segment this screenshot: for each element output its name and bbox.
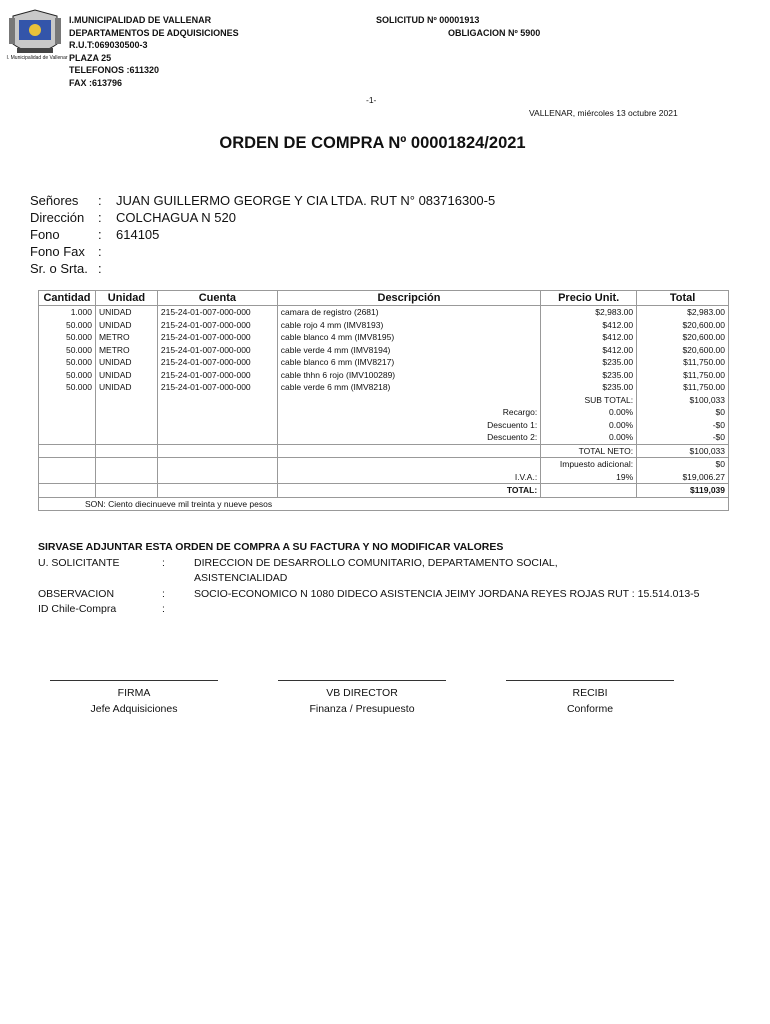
signature-subtitle: Jefe Adquisiciones	[90, 703, 178, 715]
cell-descripcion: cable rojo 4 mm (IMV8193)	[277, 319, 540, 332]
amount-in-words: SON: Ciento diecinueve mil treinta y nueve pesos	[39, 497, 729, 511]
page-title: ORDEN DE COMPRA Nº 00001824/2021	[219, 134, 526, 152]
phone-label: Fono	[30, 227, 60, 242]
address-row	[30, 209, 495, 226]
cell-precio: $235.00	[541, 356, 637, 369]
supplier-block	[30, 192, 495, 277]
signature-subtitle: Conforme	[566, 703, 614, 715]
table-row	[39, 344, 729, 357]
solicitante-row-cont	[38, 571, 700, 587]
cell-unidad: UNIDAD	[95, 319, 157, 332]
contact-row	[30, 260, 495, 277]
org-department: DEPARTAMENTOS DE ADQUISICIONES	[69, 27, 239, 38]
phone-row	[30, 226, 495, 243]
signature-vb-director	[278, 680, 446, 717]
neto-label: TOTAL NETO:	[541, 444, 637, 458]
org-phone: TELEFONOS :611320	[69, 65, 160, 75]
signature-recibi	[506, 680, 674, 717]
obligacion-number: OBLIGACION Nº 5900	[448, 28, 541, 38]
org-header	[69, 14, 239, 89]
recargo-label: Recargo:	[277, 406, 540, 419]
table-row	[39, 331, 729, 344]
idchile-label: ID Chile-Compra	[38, 603, 117, 615]
cell-cantidad: 50.000	[39, 344, 96, 357]
total-value: $119,039	[637, 484, 729, 498]
impuesto-label: Impuesto adicional:	[541, 458, 637, 471]
descuento1-value: -$0	[637, 419, 729, 432]
signature-subtitle: Finanza / Presupuesto	[309, 703, 415, 715]
colon: :	[98, 261, 102, 276]
signature-title: VB DIRECTOR	[326, 687, 398, 699]
fax-row	[30, 243, 495, 260]
cell-unidad: UNIDAD	[95, 381, 157, 394]
descuento2-value: -$0	[637, 431, 729, 444]
solicitante-label: U. SOLICITANTE	[38, 556, 120, 569]
cell-unidad: METRO	[95, 344, 157, 357]
cell-cantidad: 50.000	[39, 331, 96, 344]
iva-label: I.V.A.:	[277, 471, 540, 484]
colon: :	[98, 210, 102, 225]
colon: :	[162, 556, 165, 569]
table-row	[39, 319, 729, 332]
cell-precio: $412.00	[541, 331, 637, 344]
cell-cuenta: 215-24-01-007-000-000	[157, 344, 277, 357]
contact-label: Sr. o Srta.	[30, 261, 88, 276]
descuento2-percent: 0.00%	[541, 431, 637, 444]
cell-precio: $412.00	[541, 344, 637, 357]
cell-descripcion: cable blanco 6 mm (IMV8217)	[277, 356, 540, 369]
iva-percent: 19%	[541, 471, 637, 484]
cell-descripcion: camara de registro (2681)	[277, 306, 540, 319]
table-row	[39, 306, 729, 319]
table-row	[39, 369, 729, 382]
observacion-value: SOCIO-ECONOMICO N 1080 DIDECO ASISTENCIA JEIMY JORDANA REYES ROJAS RUT : 15.514.013-5	[194, 587, 700, 600]
org-name: I.MUNICIPALIDAD DE VALLENAR	[69, 15, 212, 25]
items-table	[38, 290, 729, 511]
colon: :	[162, 603, 165, 615]
supplier-value: JUAN GUILLERMO GEORGE Y CIA LTDA. RUT N° 083716300-5	[116, 193, 496, 208]
address-label: Dirección	[30, 210, 85, 225]
colon: :	[98, 193, 102, 208]
cell-cantidad: 50.000	[39, 381, 96, 394]
cell-total: $20,600.00	[637, 344, 729, 357]
table-header-row	[39, 291, 729, 306]
cell-cuenta: 215-24-01-007-000-000	[157, 381, 277, 394]
iva-row	[39, 471, 729, 484]
cell-cuenta: 215-24-01-007-000-000	[157, 306, 277, 319]
cell-descripcion: cable verde 4 mm (IMV8194)	[277, 344, 540, 357]
subtotal-label: SUB TOTAL:	[541, 394, 637, 407]
cell-total: $2,983.00	[637, 306, 729, 319]
descuento1-percent: 0.00%	[541, 419, 637, 432]
org-address: PLAZA 25	[69, 52, 112, 63]
amount-in-words-row	[39, 497, 729, 511]
cell-descripcion: cable verde 6 mm (IMV8218)	[277, 381, 540, 394]
recargo-value: $0	[637, 406, 729, 419]
solicitante-value-cont: ASISTENCIALIDAD	[194, 572, 288, 584]
colon: :	[98, 244, 102, 259]
observacion-row	[38, 587, 700, 603]
col-unidad: Unidad	[95, 291, 157, 306]
logo-caption: I. Municipalidad de Vallenar	[6, 55, 68, 61]
solicitante-value: DIRECCION DE DESARROLLO COMUNITARIO, DEPARTAMENTO SOCIAL,	[194, 556, 558, 569]
cell-unidad: UNIDAD	[95, 306, 157, 319]
solicitud-number: SOLICITUD Nº 00001913	[376, 15, 480, 25]
col-cuenta: Cuenta	[157, 291, 277, 306]
org-fax: FAX :613796	[69, 77, 123, 88]
subtotal-value: $100,033	[637, 394, 729, 407]
page-number: -1-	[366, 95, 377, 105]
cell-cuenta: 215-24-01-007-000-000	[157, 356, 277, 369]
cell-cuenta: 215-24-01-007-000-000	[157, 331, 277, 344]
cell-unidad: UNIDAD	[95, 369, 157, 382]
recargo-percent: 0.00%	[541, 406, 637, 419]
cell-total: $11,750.00	[637, 356, 729, 369]
cell-cuenta: 215-24-01-007-000-000	[157, 319, 277, 332]
idchile-row	[38, 602, 700, 618]
cell-total: $11,750.00	[637, 381, 729, 394]
neto-row	[39, 444, 729, 458]
signature-title: FIRMA	[117, 687, 151, 699]
col-precio-unit: Precio Unit.	[541, 291, 637, 306]
fax-label: Fono Fax	[30, 244, 85, 259]
colon: :	[98, 227, 102, 242]
total-row	[39, 484, 729, 498]
impuesto-row	[39, 458, 729, 471]
org-rut: R.U.T:069030500-3	[69, 40, 148, 50]
cell-precio: $2,983.00	[541, 306, 637, 319]
cell-cantidad: 50.000	[39, 319, 96, 332]
cell-descripcion: cable thhn 6 rojo (IMV100289)	[277, 369, 540, 382]
table-row	[39, 356, 729, 369]
cell-total: $20,600.00	[637, 319, 729, 332]
cell-cuenta: 215-24-01-007-000-000	[157, 369, 277, 382]
cell-cantidad: 50.000	[39, 356, 96, 369]
subtotal-row	[39, 394, 729, 407]
recargo-row	[39, 406, 729, 419]
supplier-label: Señores	[30, 193, 79, 208]
descuento1-label: Descuento 1:	[277, 419, 540, 432]
notice-text: SIRVASE ADJUNTAR ESTA ORDEN DE COMPRA A SU FACTURA Y NO MODIFICAR VALORES	[38, 541, 504, 553]
supplier-row	[30, 192, 495, 209]
descuento1-row	[39, 419, 729, 432]
cell-unidad: UNIDAD	[95, 356, 157, 369]
phone-value: 614105	[116, 227, 160, 242]
col-cantidad: Cantidad	[39, 291, 96, 306]
date-line: VALLENAR, miércoles 13 octubre 2021	[529, 108, 678, 118]
colon: :	[162, 587, 165, 600]
total-label: TOTAL:	[277, 484, 540, 498]
observacion-label: OBSERVACION	[38, 587, 115, 600]
cell-descripcion: cable blanco 4 mm (IMV8195)	[277, 331, 540, 344]
cell-precio: $235.00	[541, 381, 637, 394]
col-total: Total	[637, 291, 729, 306]
impuesto-value: $0	[637, 458, 729, 471]
cell-total: $11,750.00	[637, 369, 729, 382]
cell-total: $20,600.00	[637, 331, 729, 344]
iva-value: $19,006.27	[637, 471, 729, 484]
table-row	[39, 381, 729, 394]
descuento2-row	[39, 431, 729, 444]
descuento2-label: Descuento 2:	[277, 431, 540, 444]
cell-cantidad: 1.000	[39, 306, 96, 319]
signature-title: RECIBI	[572, 687, 608, 699]
cell-cantidad: 50.000	[39, 369, 96, 382]
col-descripcion: Descripción	[277, 291, 540, 306]
solicitante-row	[38, 556, 700, 572]
cell-unidad: METRO	[95, 331, 157, 344]
cell-precio: $412.00	[541, 319, 637, 332]
notes-block	[38, 540, 700, 618]
address-value: COLCHAGUA N 520	[116, 210, 236, 225]
signature-firma	[50, 680, 218, 717]
neto-value: $100,033	[637, 444, 729, 458]
cell-precio: $235.00	[541, 369, 637, 382]
